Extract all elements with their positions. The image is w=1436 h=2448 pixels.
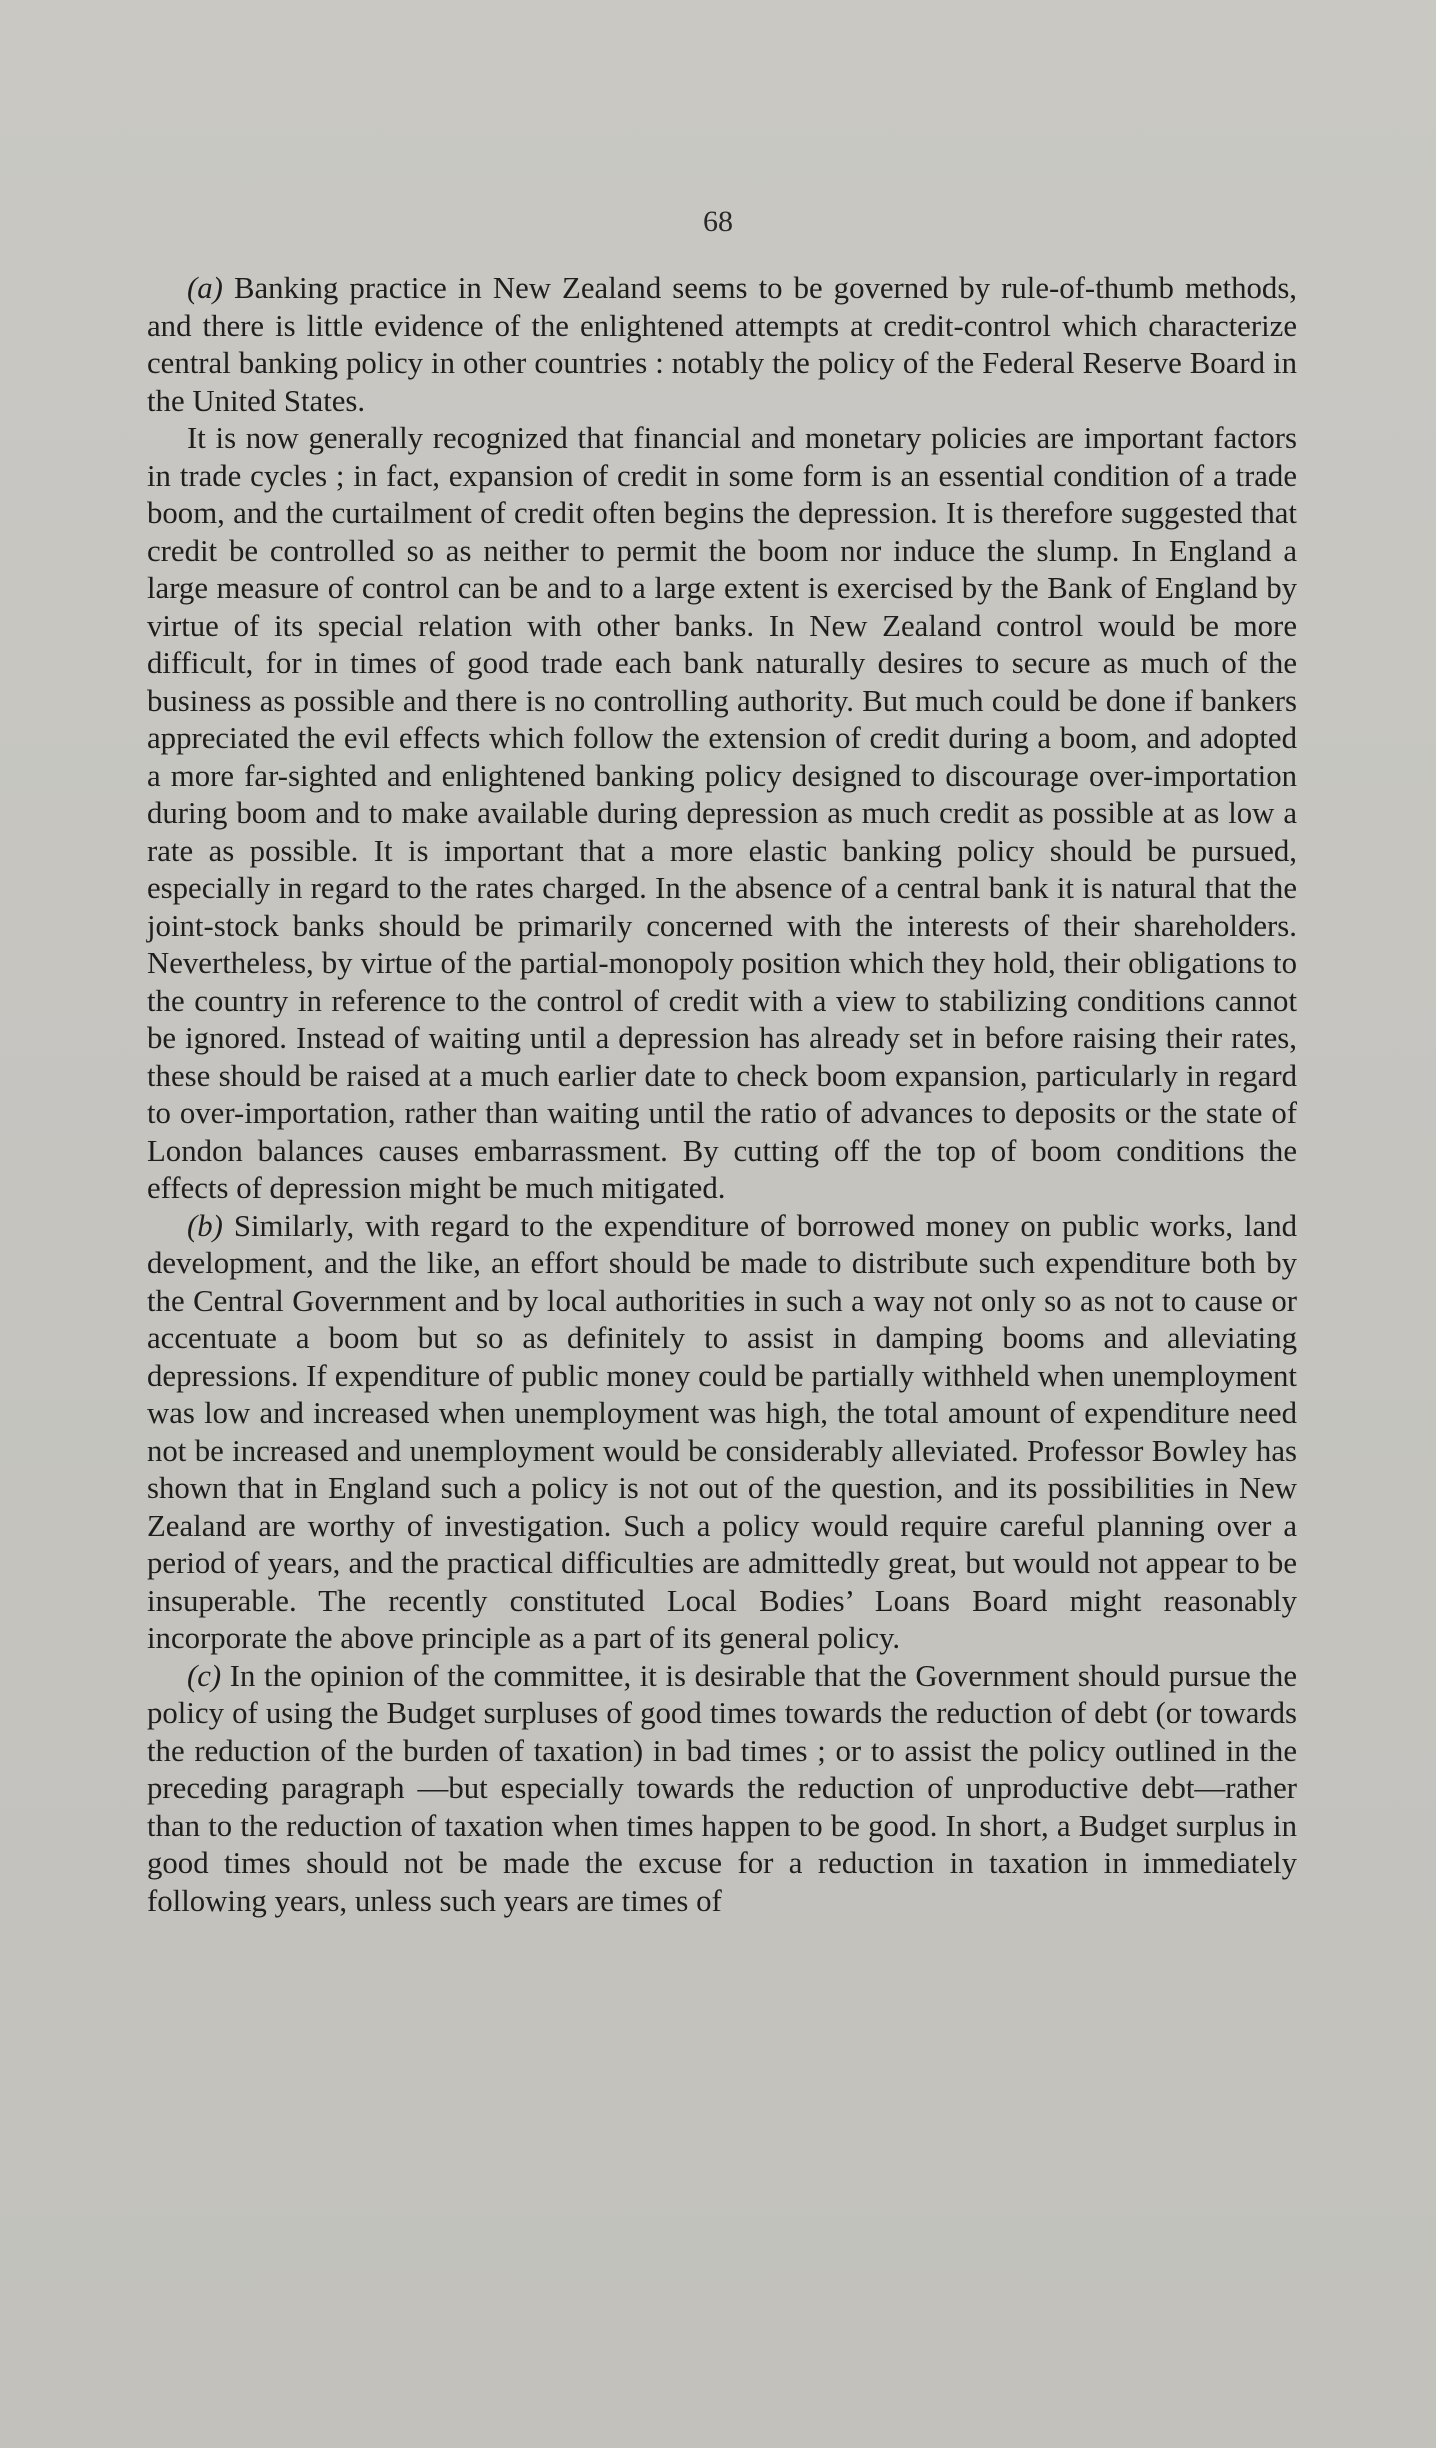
paragraph-text: Similarly, with regard to the expenditure of borrowed money on public works, land development, and the like, an effort should be made to distribute such expenditure both by the Central Government and by local authorities in such a way not only so as not to cause or accentuate a boom but so as definitely to assist in damping booms and alleviating depressions. If expenditure of public money could be partially withheld when unemployment was low and increased when unemployment was high, the total amount of expenditure need not be increased and unemployment would be considerably alleviated. Professor Bowley has shown that in England such a policy is not out of the question, and its possibilities in New Zealand are worthy of investigation. Such a policy would require careful planning over a period of years, and the practical difficulties are admittedly great, but would not appear to be insuperable. The recently constituted Local Bodies’ Loans Board might reasonably incorporate the above principle as a part of its general policy. (147, 1208, 1297, 1655)
paragraph-a (147, 270, 1297, 420)
paragraph-label: (a) (187, 271, 223, 305)
paragraph-text: Banking practice in New Zealand seems to be governed by rule-of-thumb methods, and there is little evidence of the enlightened attempts at credit-control which characterize central banking policy in other countries : notably the policy of the Federal Reserve Board in the United States. (147, 271, 1297, 418)
paragraph-label: (c) (187, 1658, 222, 1693)
paragraph-b (147, 1208, 1297, 1658)
paragraph-text: It is now generally recognized that financial and monetary policies are important factors in trade cycles ; in fact, expansion of credit in some form is an essential condition of a trade boom, and the curtailment of credit often begins the depression. It is therefore suggested that credit be controlled so as neither to permit the boom nor induce the slump. In England a large measure of control can be and to a large extent is exercised by the Bank of England by virtue of its special relation with other banks. In New Zealand control would be more difficult, for in times of good trade each bank naturally desires to secure as much of the business as possible and there is no controlling authority. But much could be done if bankers appreciated the evil effects which follow the extension of credit during a boom, and adopted a more far-sighted and enlightened banking policy designed to discourage over-importation during boom and to make available during depression as much credit as possible at as low a rate as possible. It is important that a more elastic banking policy should be pursued, especially in regard to the rates charged. In the absence of a central bank it is natural that the joint-stock banks should be primarily concerned with the interests of their shareholders. Nevertheless, by virtue of the partial-monopoly position which they hold, their obligations to the country in reference to the control of credit with a view to stabilizing conditions cannot be ignored. Instead of waiting until a depression has already set in before raising their rates, these should be raised at a much earlier date to check boom expansion, particularly in regard to over-importation, rather than waiting until the ratio of advances to deposits or the state of London balances causes embarrassment. By cutting off the top of boom conditions the effects of depression might be much mitigated. (147, 421, 1297, 1205)
page-number: 68 (703, 205, 733, 238)
body-text (147, 270, 1297, 1920)
paragraph-credit-control (147, 420, 1297, 1208)
paragraph-c (147, 1658, 1297, 1921)
paragraph-text: In the opinion of the committee, it is desirable that the Government should pursue the policy of using the Budget surpluses of good times towards the reduction of debt (or towards the reduction of the burden of taxation) in bad times ; or to assist the policy outlined in the preceding paragraph —but especially towards the reduction of unproductive debt—rather than to the reduction of taxation when times happen to be good. In short, a Budget surplus in good times should not be made the excuse for a reduction in taxation in immediately following years, unless such years are times of (147, 1658, 1297, 1918)
paragraph-label: (b) (187, 1208, 223, 1243)
